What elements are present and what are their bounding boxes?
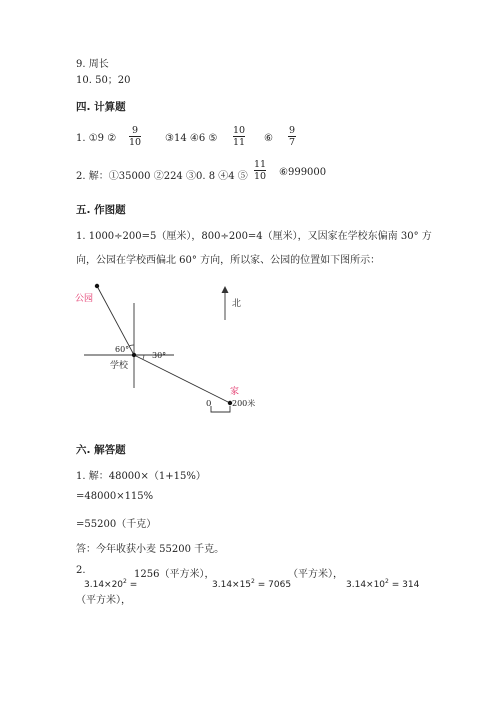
s4-q1-fraction-a (128, 125, 142, 148)
section-5-title: 五. 作图题 (76, 204, 126, 216)
school-home-line (134, 355, 230, 403)
fraction-numerator: 11 (253, 159, 267, 170)
fraction-numerator: 10 (232, 125, 246, 136)
expr-equals: = 314 (388, 580, 420, 590)
s4-q1-mid: ③14 ④6 ⑤ (165, 133, 218, 144)
s6-q2-expr2 (212, 578, 291, 590)
section-4-title: 四. 计算题 (76, 101, 126, 113)
s6-q2-label: 2. (76, 565, 86, 576)
s4-q1-mark6: ⑥ (264, 133, 273, 144)
s6-q1-line2: =48000×115% (76, 491, 154, 502)
scale-zero-label: 0 (206, 399, 212, 409)
s6-q1-line1: 1. 解：48000×（1+15%） (76, 471, 206, 482)
s4-q1-fraction-b (232, 125, 246, 148)
section-6-title: 六. 解答题 (76, 444, 126, 456)
fraction-denominator: 10 (128, 137, 142, 148)
fraction-denominator: 10 (253, 171, 267, 182)
scale-bar (211, 406, 230, 412)
s5-text-line1: 1. 1000÷200=5（厘米），800÷200=4（厘米），又因家在学校东偏南 30° 方 (76, 231, 432, 242)
s6-q2-value1: 1256（平方米）， (134, 569, 215, 580)
answer-9: 9. 周长 (76, 59, 109, 70)
expr-exponent: 2 (385, 578, 389, 585)
s6-q1-line3: =55200（千克） (76, 519, 157, 530)
angle-60-label: 60° (115, 345, 130, 354)
s6-q2-unit3: （平方米）， (76, 595, 131, 606)
school-point (132, 353, 136, 357)
expr-exponent: 2 (123, 578, 127, 585)
expr-equals: = (126, 580, 138, 590)
fraction-denominator: 7 (288, 137, 296, 148)
fraction-denominator: 11 (232, 137, 246, 148)
expr-exponent: 2 (251, 578, 255, 585)
s6-q2-expr3 (346, 578, 419, 590)
park-label: 公园 (75, 294, 94, 304)
s4-q1-prefix: 1. ①9 ② (76, 133, 117, 144)
s4-q2-suffix: ⑥999000 (279, 167, 327, 178)
scale-length-label: 200米 (232, 399, 256, 408)
expr-base: 3.14×10 (346, 580, 386, 590)
expr-base: 3.14×20 (84, 580, 124, 590)
s4-q1-fraction-c (287, 125, 297, 148)
north-arrow-icon (222, 286, 229, 293)
home-label: 家 (230, 387, 240, 397)
s4-q2-fraction (253, 159, 267, 182)
s6-q2-expr1 (84, 578, 137, 590)
angle-30-arc (143, 355, 144, 359)
fraction-numerator: 9 (131, 125, 139, 136)
expr-equals: = 7065 (254, 580, 292, 590)
s6-q2-unit2: （平方米）， (288, 569, 343, 580)
angle-60-arc (129, 345, 134, 346)
s5-text-line2: 向，公园在学校西偏北 60° 方向，所以家、公园的位置如下图所示： (76, 255, 381, 266)
answer-10: 10. 50；20 (76, 75, 131, 86)
school-label: 学校 (110, 361, 129, 371)
s4-q2-prefix: 2. 解：①35000 ②224 ③0. 8 ④4 ⑤ (76, 171, 248, 182)
fraction-numerator: 9 (288, 125, 296, 136)
angle-30-label: 30° (152, 351, 167, 360)
park-point (95, 284, 99, 288)
north-label: 北 (232, 299, 242, 309)
expr-base: 3.14×15 (212, 580, 252, 590)
s6-q1-answer: 答：今年收获小麦 55200 千克。 (76, 544, 225, 555)
